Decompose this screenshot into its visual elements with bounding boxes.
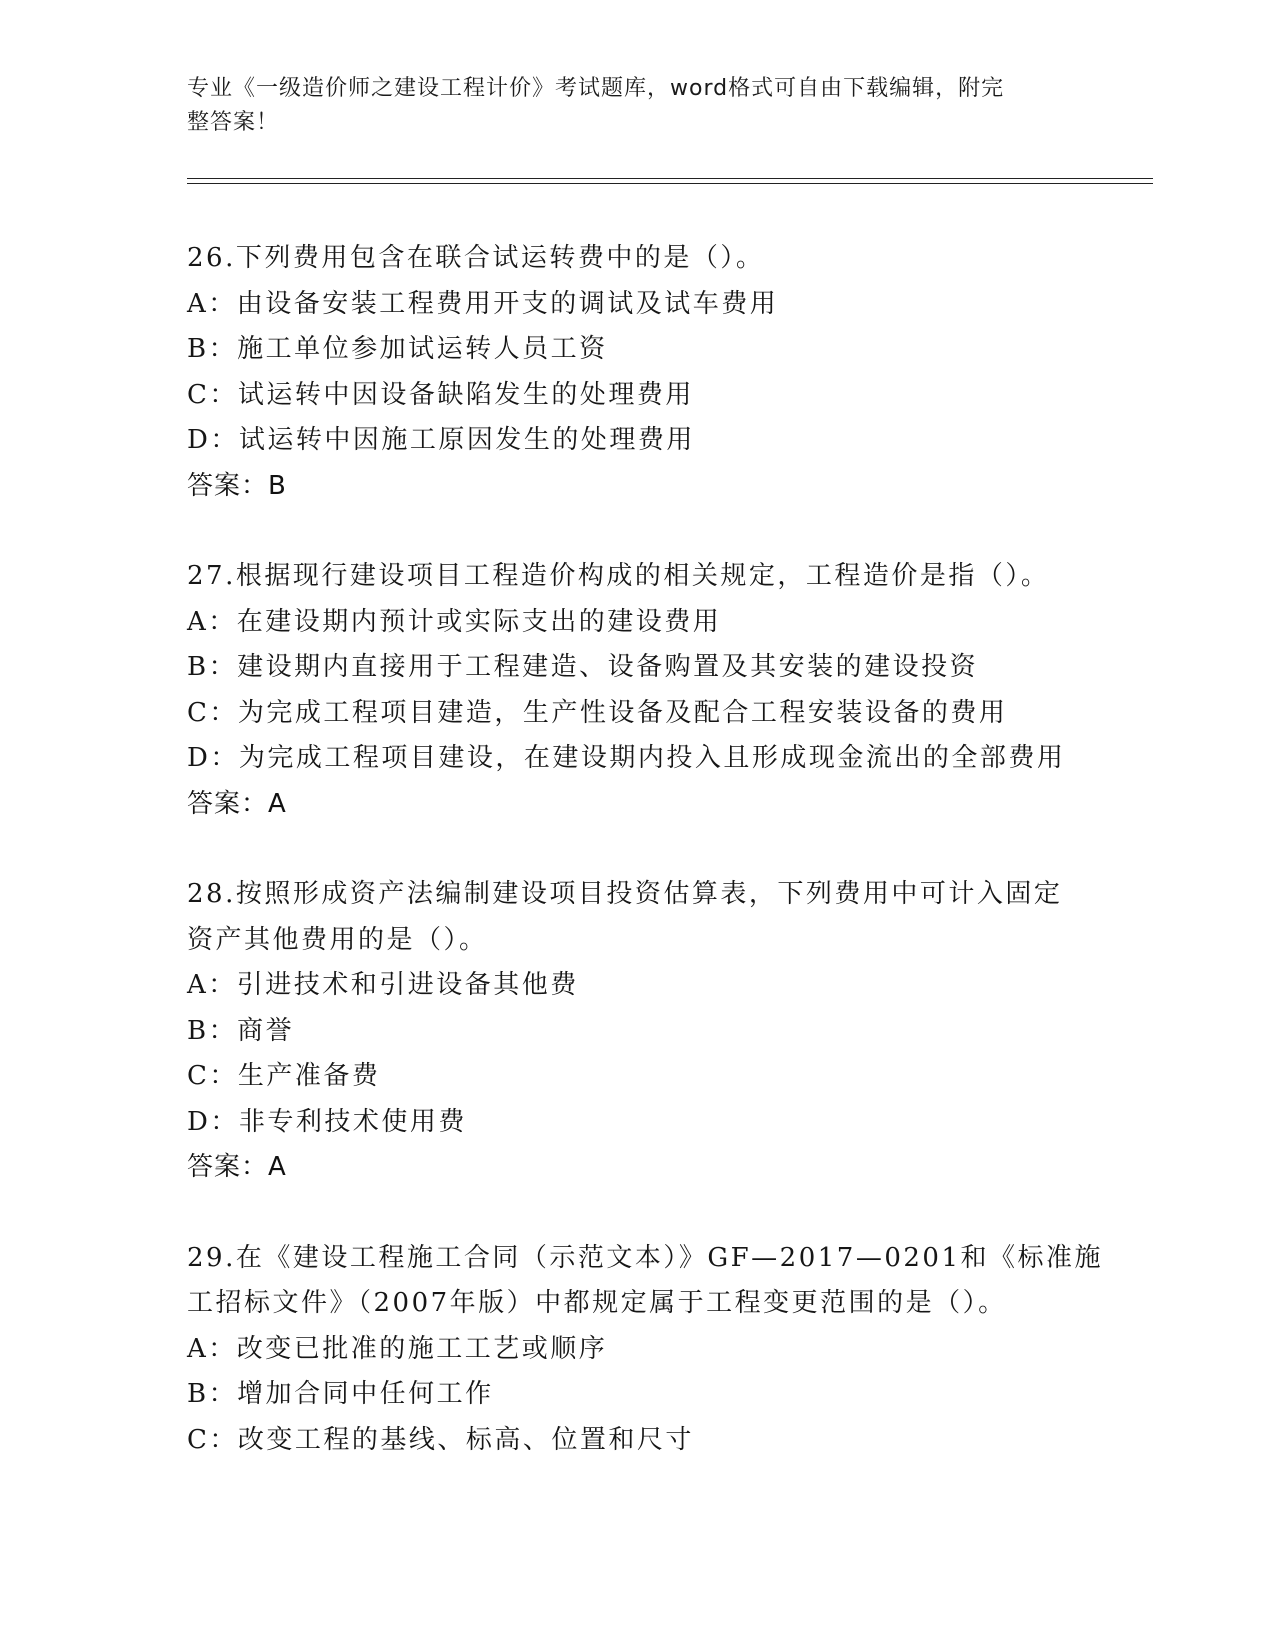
answer-line: 答案：B [187, 470, 287, 501]
option-d: D：试运转中因施工原因发生的处理费用 [187, 425, 695, 455]
question-stem-line-2: 资产其他费用的是（）。 [187, 924, 488, 955]
header-divider-bottom [187, 183, 1153, 184]
option-b: B：建设期内直接用于工程建造、设备购置及其安装的建设投资 [187, 652, 979, 682]
question-stem-line-1: 29.在《建设工程施工合同（示范文本）》GF—2017—0201和《标准施 [187, 1242, 1103, 1273]
option-c: C：试运转中因设备缺陷发生的处理费用 [187, 379, 694, 410]
option-d: D：非专利技术使用费 [187, 1106, 467, 1137]
option-a: A：在建设期内预计或实际支出的建设费用 [187, 606, 722, 637]
question-stem-line-2: 工招标文件》（2007年版）中都规定属于工程变更范围的是（）。 [187, 1288, 1007, 1318]
question-stem: 27.根据现行建设项目工程造价构成的相关规定，工程造价是指（）。 [187, 561, 1050, 591]
answer-line: 答案：A [187, 1152, 287, 1182]
header-divider-top [187, 178, 1153, 179]
header-line-2: 整答案！ [187, 110, 280, 135]
option-b: B：增加合同中任何工作 [187, 1379, 494, 1409]
question-26 [187, 236, 1087, 509]
question-27 [187, 554, 1087, 827]
question-stem: 26.下列费用包含在联合试运转费中的是（）。 [187, 243, 765, 273]
option-c: C：生产准备费 [187, 1061, 381, 1091]
header-line-1: 专业《一级造价师之建设工程计价》考试题库，word格式可自由下载编辑，附完 [187, 76, 1005, 101]
question-list [187, 236, 1103, 1508]
option-a: A：由设备安装工程费用开支的调试及试车费用 [187, 288, 779, 319]
option-b: B：施工单位参加试运转人员工资 [187, 334, 608, 364]
option-a: A：引进技术和引进设备其他费 [187, 970, 579, 1000]
question-29 [187, 1236, 1103, 1464]
question-stem-line-1: 28.按照形成资产法编制建设项目投资估算表，下列费用中可计入固定 [187, 879, 1063, 909]
option-d: D：为完成工程项目建设，在建设期内投入且形成现金流出的全部费用 [187, 743, 1066, 773]
option-a: A：改变已批准的施工工艺或顺序 [187, 1333, 608, 1364]
option-c: C：改变工程的基线、标高、位置和尺寸 [187, 1424, 694, 1455]
question-28 [187, 872, 1087, 1191]
document-header [187, 72, 1087, 140]
option-b: B：商誉 [187, 1015, 295, 1046]
option-c: C：为完成工程项目建造，生产性设备及配合工程安装设备的费用 [187, 697, 1008, 728]
answer-line: 答案：A [187, 788, 287, 819]
